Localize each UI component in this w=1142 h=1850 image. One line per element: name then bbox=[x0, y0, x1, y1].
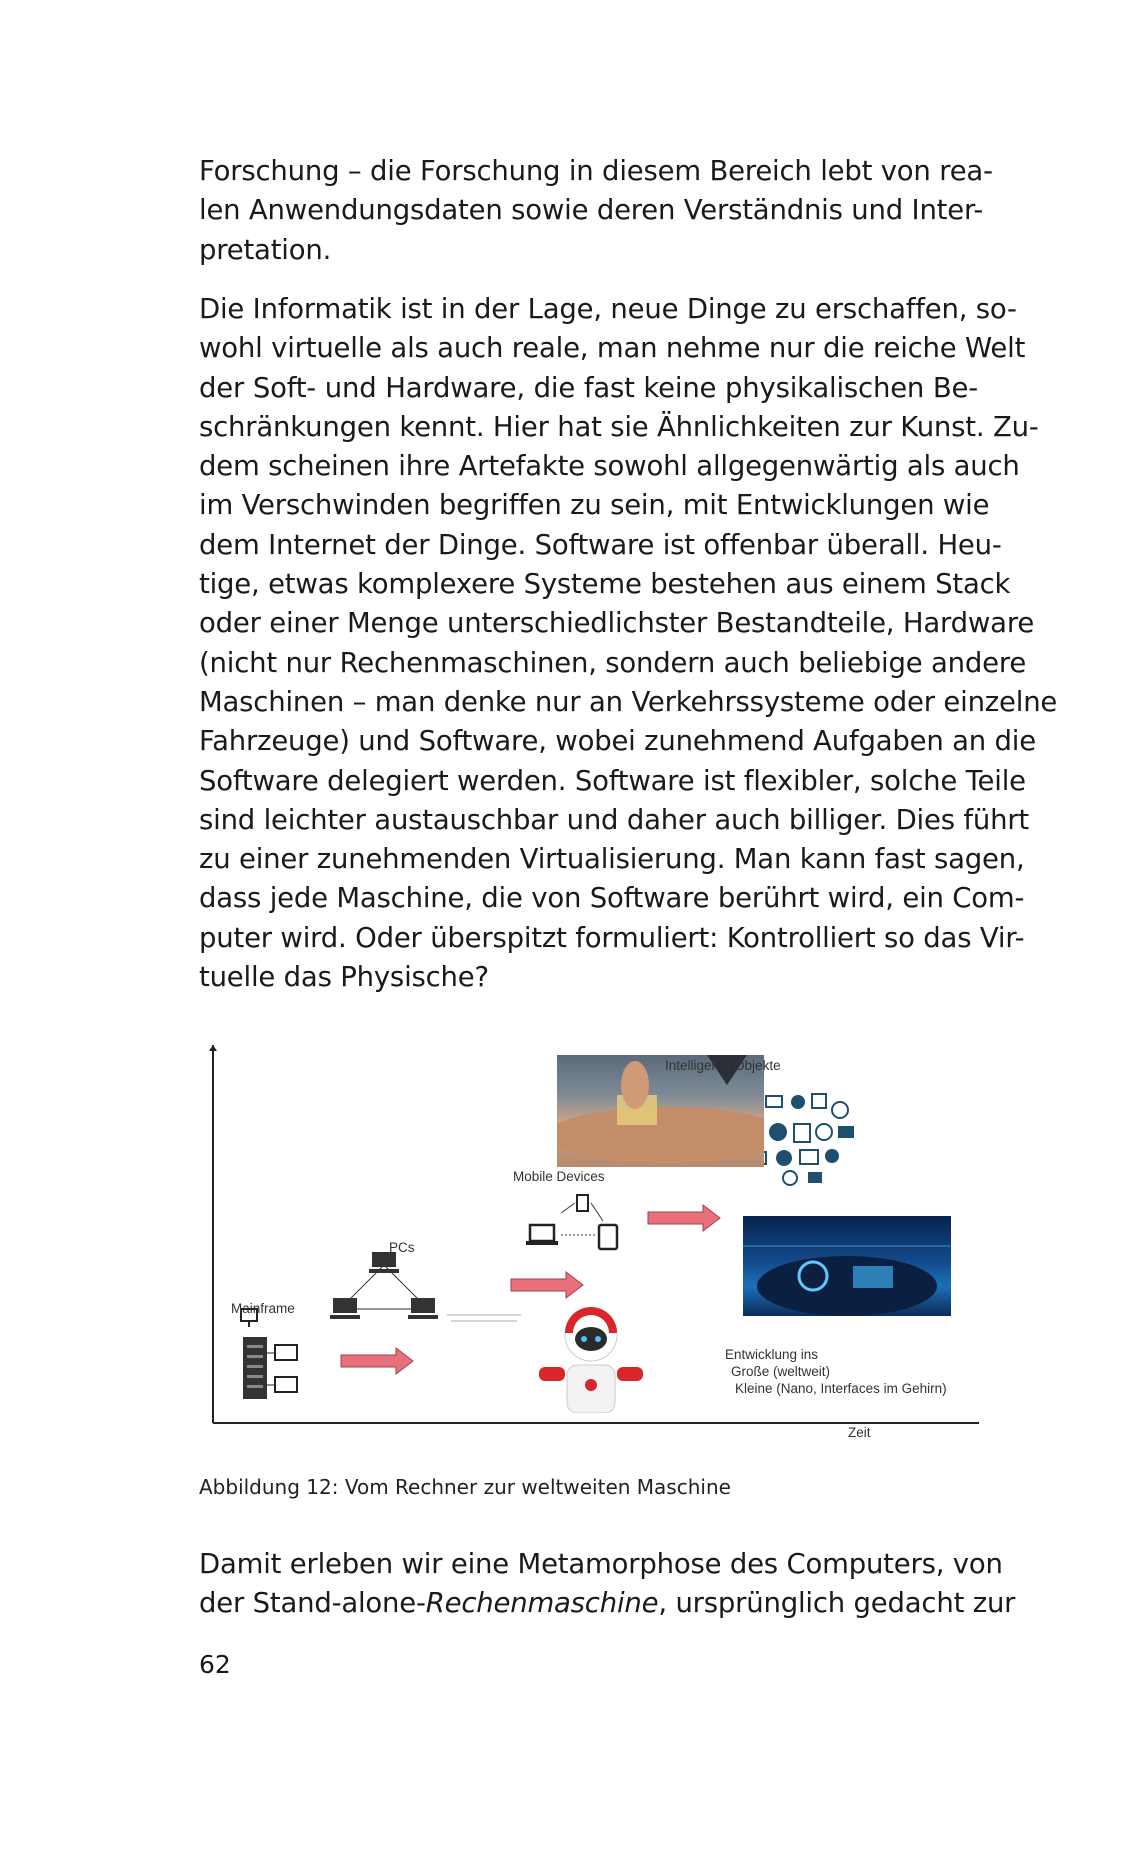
text-line: tuelle das Physische? bbox=[199, 961, 489, 994]
label-mobile-devices: Mobile Devices bbox=[513, 1169, 605, 1184]
label-intelligent-objects: Intelligente Objekte bbox=[665, 1058, 781, 1073]
label-large: Große (weltweit) bbox=[731, 1364, 831, 1379]
text-line: Die Informatik ist in der Lage, neue Dinge zu erschaffen, so- bbox=[199, 293, 1017, 325]
text-line: tige, etwas komplexere Systeme bestehen aus einem Stack bbox=[199, 568, 1011, 601]
figure-caption: Abbildung 12: Vom Rechner zur weltweiten Maschine bbox=[199, 1475, 731, 1499]
y-axis-arrowhead bbox=[209, 1045, 217, 1051]
text-fragment: , ursprünglich gedacht zur bbox=[658, 1587, 1016, 1620]
text-line: Damit erleben wir eine Metamorphose des Computers, von bbox=[199, 1548, 1003, 1580]
paragraph-informatik bbox=[199, 290, 1058, 997]
photo-autonomous-car bbox=[743, 1216, 951, 1316]
text-line: dass jede Maschine, die von Software berührt wird, ein Com- bbox=[199, 882, 1025, 915]
text-line: dem scheinen ihre Artefakte sowohl allgegenwärtig als auch bbox=[199, 450, 1020, 483]
text-line: zu einer zunehmenden Virtualisierung. Man kann fast sagen, bbox=[199, 843, 1025, 876]
text-line: Software delegiert werden. Software ist flexibler, solche Teile bbox=[199, 764, 1026, 797]
label-development: Entwicklung ins bbox=[725, 1347, 819, 1362]
progress-arrow-1 bbox=[341, 1348, 413, 1374]
mobile-devices-icon bbox=[526, 1195, 617, 1249]
paragraph-forschung bbox=[199, 152, 993, 270]
label-mainframe: Mainframe bbox=[231, 1301, 295, 1316]
photo-humanoid-robot bbox=[529, 1305, 654, 1413]
progress-arrow-3 bbox=[648, 1205, 720, 1231]
label-small: Kleine (Nano, Interfaces im Gehirn) bbox=[735, 1381, 947, 1396]
label-pcs: PCs bbox=[389, 1240, 415, 1255]
text-line: schränkungen kennt. Hier hat sie Ähnlichkeiten zur Kunst. Zu- bbox=[199, 410, 1039, 443]
text-line: puter wird. Oder überspitzt formuliert: Kontrolliert so das Vir- bbox=[199, 921, 1025, 954]
text-fragment: der Stand-alone- bbox=[199, 1587, 426, 1620]
text-line: Maschinen – man denke nur an Verkehrssysteme oder einzelne bbox=[199, 685, 1058, 718]
text-line: len Anwendungsdaten sowie deren Verständnis und Inter- bbox=[199, 194, 984, 227]
pcs-icon bbox=[330, 1252, 521, 1321]
label-time-axis: Zeit bbox=[848, 1425, 871, 1440]
mainframe-icon bbox=[241, 1309, 297, 1399]
text-line: Forschung – die Forschung in diesem Bereich lebt von rea- bbox=[199, 155, 993, 187]
text-line-with-emphasis bbox=[199, 1584, 1016, 1623]
emphasized-term: Rechenmaschine bbox=[425, 1587, 659, 1620]
text-line: dem Internet der Dinge. Software ist offenbar überall. Heu- bbox=[199, 528, 1002, 561]
text-line: wohl virtuelle als auch reale, man nehme nur die reiche Welt bbox=[199, 332, 1026, 365]
page-number: 62 bbox=[199, 1650, 231, 1679]
paragraph-metamorphose bbox=[199, 1545, 1016, 1624]
figure-computer-evolution bbox=[199, 1045, 979, 1445]
text-line: oder einer Menge unterschiedlichster Bestandteile, Hardware bbox=[199, 607, 1035, 640]
text-line: Fahrzeuge) und Software, wobei zunehmend Aufgaben an die bbox=[199, 725, 1036, 758]
text-line: sind leichter austauschbar und daher auch billiger. Dies führt bbox=[199, 803, 1030, 836]
progress-arrow-2 bbox=[511, 1272, 583, 1298]
text-line: (nicht nur Rechenmaschinen, sondern auch beliebige andere bbox=[199, 646, 1027, 679]
text-line: im Verschwinden begriffen zu sein, mit Entwicklungen wie bbox=[199, 489, 990, 522]
text-line: der Soft- und Hardware, die fast keine physikalischen Be- bbox=[199, 371, 978, 404]
text-line: pretation. bbox=[199, 233, 332, 266]
